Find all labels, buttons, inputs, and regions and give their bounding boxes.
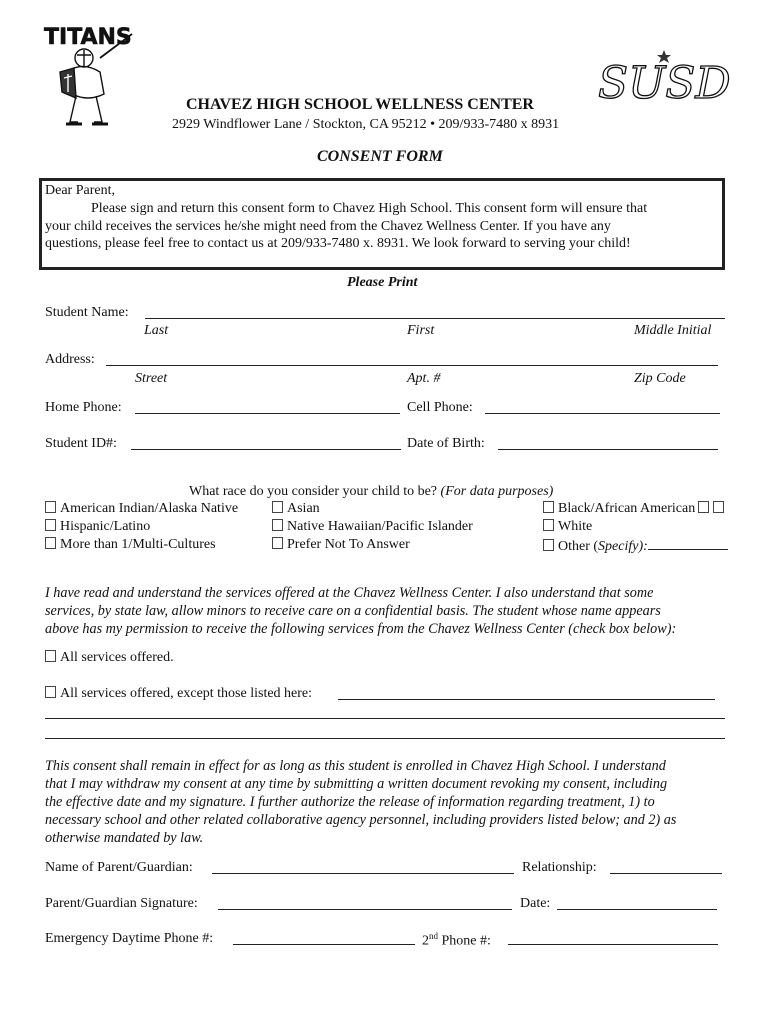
date-field[interactable] [557, 897, 717, 910]
race-option-white[interactable] [543, 519, 592, 535]
susd-logo-text: SUSD [598, 58, 731, 109]
intro-line-1: Please sign and return this consent form to Chavez High School. This consent form will ensure that [91, 201, 648, 216]
titans-logo [40, 22, 140, 130]
consent-line-2: that I may withdraw my consent at any time by submitting a written document revoking my consent, including [45, 776, 668, 792]
race-option-other[interactable] [543, 537, 728, 555]
race-option-label: Asian [287, 501, 320, 516]
all-services-option[interactable] [45, 650, 174, 666]
race-question-note: (For data purposes) [440, 484, 554, 499]
checkbox-icon[interactable] [543, 501, 554, 513]
understand-line-2: services, by state law, allow minors to receive care on a confidential basis. The student whose name appears [45, 603, 661, 619]
please-print-label: Please Print [347, 275, 418, 290]
except-services-field[interactable] [338, 687, 715, 700]
apt-label: Apt. # [407, 371, 441, 386]
race-option-specify: Specify): [598, 539, 648, 554]
student-name-label: Student Name: [45, 305, 129, 320]
race-option-hispanic[interactable] [45, 519, 150, 535]
titans-logo-text: TITANS [44, 25, 132, 50]
dob-field[interactable] [498, 437, 718, 450]
checkbox-icon[interactable] [45, 501, 56, 513]
page-title: CHAVEZ HIGH SCHOOL WELLNESS CENTER [186, 96, 534, 113]
student-id-label: Student ID#: [45, 436, 117, 451]
race-question-text: What race do you consider your child to be? [189, 484, 438, 499]
except-services-label: All services offered, except those listed here: [60, 686, 313, 701]
consent-line-1: This consent shall remain in effect for as long as this student is enrolled in Chavez High School. I understand [45, 758, 666, 774]
race-question [189, 484, 553, 500]
relationship-field[interactable] [610, 861, 722, 874]
second-phone-number: 2 [422, 933, 429, 949]
checkbox-icon [713, 501, 724, 513]
last-label: Last [144, 323, 169, 338]
cell-phone-field[interactable] [485, 401, 720, 414]
parent-name-field[interactable] [212, 861, 514, 874]
consent-line-4: necessary school and other related collaborative agency personnel, including providers listed below; and 2) as [45, 812, 677, 828]
intro-line-3: questions, please feel free to contact us at 209/933-7480 x. 8931. We look forward to serving your child! [45, 236, 631, 251]
race-option-black[interactable] [543, 501, 728, 517]
address-field[interactable] [106, 353, 718, 366]
checkbox-icon [698, 501, 709, 513]
cell-phone-label: Cell Phone: [407, 400, 473, 415]
intro-line-2: your child receives the services he/she might need from the Chavez Wellness Center. If you have any [45, 219, 611, 234]
home-phone-label: Home Phone: [45, 400, 122, 415]
race-option-american-indian[interactable] [45, 501, 238, 517]
intro-salutation: Dear Parent, [45, 183, 115, 198]
emergency-phone-field[interactable] [233, 932, 415, 945]
other-race-field[interactable] [648, 537, 728, 550]
race-option-hawaiian[interactable] [272, 519, 473, 535]
checkbox-icon[interactable] [45, 686, 56, 698]
checkbox-icon[interactable] [45, 519, 56, 531]
checkbox-icon[interactable] [272, 501, 283, 513]
race-option-label: Native Hawaiian/Pacific Islander [287, 519, 473, 534]
consent-line-3: the effective date and my signature. I further authorize the release of information regarding treatment, 1) to [45, 794, 655, 810]
checkbox-icon[interactable] [272, 537, 283, 549]
header-address: 2929 Windflower Lane / Stockton, CA 95212 • 209/933-7480 x 8931 [172, 117, 560, 132]
second-phone-text: Phone #: [441, 933, 491, 949]
checkbox-icon[interactable] [45, 537, 56, 549]
susd-logo [594, 46, 731, 112]
checkbox-icon[interactable] [272, 519, 283, 531]
second-phone-label [422, 931, 491, 950]
race-option-asian[interactable] [272, 501, 320, 517]
zip-label: Zip Code [634, 371, 686, 386]
parent-signature-label: Parent/Guardian Signature: [45, 896, 198, 911]
student-id-field[interactable] [131, 437, 401, 450]
checkbox-icon[interactable] [45, 650, 56, 662]
race-option-label: Prefer Not To Answer [287, 537, 410, 552]
address-label: Address: [45, 352, 95, 367]
understand-line-3: above has my permission to receive the following services from the Chavez Wellness Center (check box below): [45, 621, 677, 637]
second-phone-field[interactable] [508, 932, 718, 945]
except-services-field-line-3[interactable] [45, 726, 725, 739]
second-phone-suffix: nd [429, 931, 438, 941]
race-option-prefer-not[interactable] [272, 537, 410, 553]
student-name-field[interactable] [145, 306, 725, 319]
relationship-label: Relationship: [522, 860, 597, 875]
home-phone-field[interactable] [135, 401, 400, 414]
checkbox-icon[interactable] [543, 539, 554, 551]
first-label: First [407, 323, 435, 338]
understand-line-1: I have read and understand the services offered at the Chavez Wellness Center. I also understand that some [45, 585, 654, 601]
except-services-option[interactable] [45, 686, 312, 702]
all-services-label: All services offered. [60, 650, 174, 665]
race-option-label: More than 1/Multi-Cultures [60, 537, 216, 552]
parent-name-label: Name of Parent/Guardian: [45, 860, 193, 875]
consent-line-5: otherwise mandated by law. [45, 830, 204, 846]
dob-label: Date of Birth: [407, 436, 485, 451]
race-option-label: Black/African American [558, 501, 696, 516]
emergency-phone-label: Emergency Daytime Phone #: [45, 931, 214, 946]
race-option-label: White [558, 519, 593, 534]
except-services-field-line-2[interactable] [45, 706, 725, 719]
middle-initial-label: Middle Initial [634, 323, 712, 338]
race-option-label: Other ( [558, 539, 599, 554]
street-label: Street [135, 371, 168, 386]
checkbox-icon[interactable] [543, 519, 554, 531]
race-option-label: Hispanic/Latino [60, 519, 151, 534]
race-option-multi[interactable] [45, 537, 216, 553]
form-title: CONSENT FORM [317, 148, 443, 165]
parent-signature-field[interactable] [218, 897, 512, 910]
race-option-label: American Indian/Alaska Native [60, 501, 239, 516]
date-label: Date: [520, 896, 551, 911]
